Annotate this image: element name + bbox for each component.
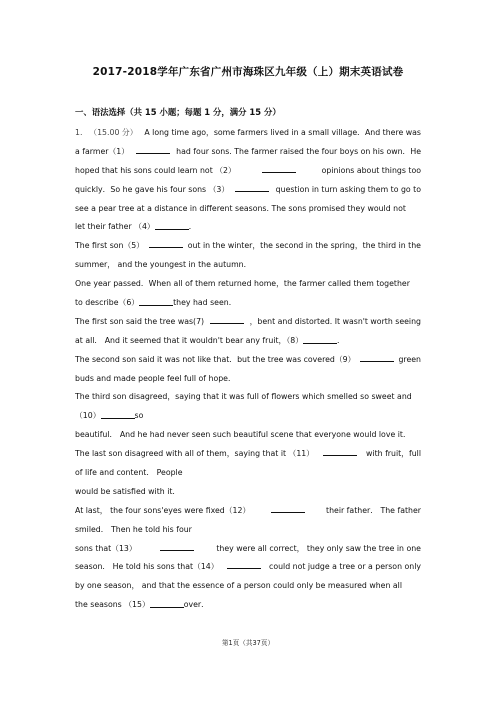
line-text: green: [398, 354, 421, 364]
answer-blank: [101, 408, 135, 419]
answer-blank: [136, 143, 170, 154]
passage-line: [75, 596, 421, 615]
passage-line: [75, 464, 421, 483]
passage-line: [75, 256, 421, 275]
line-text: had four sons. The farmer raised the four boys on his own．He: [176, 146, 421, 156]
line-text: they were all correct， they only saw the tree in one: [216, 543, 421, 553]
passage-line: [75, 370, 421, 389]
answer-blank: [271, 502, 305, 513]
line-text: could not judge a tree or a person only: [269, 562, 421, 572]
line-text: by one season， and that the essence of a person could only be measured when all: [75, 581, 402, 591]
line-text: season． He told his sons that（14）: [75, 562, 219, 572]
line-text: out in the winter，the second in the spring，the third in the: [187, 241, 421, 251]
line-text: of life and content． People: [75, 468, 183, 478]
passage-line: [75, 558, 421, 577]
answer-blank: [155, 219, 189, 230]
line-text: question in turn asking them to go to: [275, 184, 421, 194]
line-text: The second son said it was not like that．but the tree was covered（9）: [75, 354, 356, 364]
passage-line: [75, 124, 421, 143]
line-text: with fruit，full: [366, 449, 421, 459]
line-text: smiled． Then he told his four: [75, 524, 192, 534]
passage-line: [75, 313, 421, 332]
passage-line: [75, 275, 421, 294]
line-text: so: [134, 411, 144, 421]
line-text: let their father （4）: [75, 222, 155, 232]
line-text: （15.00 分）: [89, 128, 138, 137]
line-text: beautiful． And he had never seen such beautiful scene that everyone would love it．: [75, 430, 411, 440]
passage-line: [75, 445, 421, 464]
passage-line: [75, 483, 421, 502]
line-text: they had seen．: [173, 298, 237, 308]
line-text: （10）: [75, 411, 101, 421]
line-text: opinions about things too: [321, 165, 421, 175]
answer-blank: [235, 181, 269, 192]
passage-line: [75, 521, 421, 540]
line-text: The first son（5）: [75, 241, 145, 251]
line-text: hoped that his sons could learn not （2）: [75, 165, 236, 175]
line-text: summer， and the youngest in the autumn．: [75, 260, 252, 270]
passage-line: [75, 351, 421, 370]
answer-blank: [303, 333, 337, 344]
passage-line: [75, 426, 421, 445]
line-text: 1.: [75, 128, 83, 137]
line-text: The first son said the tree was(7): [75, 316, 205, 326]
answer-blank: [149, 237, 183, 248]
passage-line: [75, 218, 421, 237]
section-heading: 一、语法选择（共 15 小题；每题 1 分，满分 15 分）: [75, 107, 281, 117]
answer-blank: [262, 162, 296, 173]
passage-line: [75, 388, 421, 407]
answer-blank: [360, 351, 394, 362]
answer-blank: [227, 558, 261, 569]
passage-line: [75, 162, 421, 181]
line-text: would be satisfied with it．: [75, 486, 181, 496]
line-text: the seasons （15）: [75, 600, 150, 610]
line-text: sons that（13）: [75, 543, 137, 553]
line-text: their father． The father: [326, 505, 421, 515]
line-text: ．: [188, 222, 197, 232]
line-text: A long time ago，some farmers lived in a small village．And there was: [144, 128, 421, 137]
line-text: at all． And it seemed that it wouldn't bear any fruit，（8）: [75, 335, 304, 345]
passage-line: [75, 143, 421, 162]
line-text: buds and made people feel full of hope．: [75, 373, 236, 383]
line-text: see a pear tree at a distance in different seasons. The sons promised they would not: [75, 203, 406, 213]
passage-line: [75, 332, 421, 351]
line-text: to describe（6）: [75, 298, 140, 308]
answer-blank: [150, 597, 184, 608]
line-text: quickly．So he gave his four sons （3）: [75, 184, 230, 194]
answer-blank: [139, 295, 173, 306]
exam-title: 2017-2018学年广东省广州市海珠区九年级（上）期末英语试卷: [92, 66, 404, 78]
passage-line: [75, 237, 421, 256]
line-text: One year passed．When all of them returned home，the farmer called them together: [75, 279, 410, 289]
passage-line: [75, 577, 421, 596]
passage-line: [75, 181, 421, 200]
answer-blank: [210, 313, 244, 324]
passage-line: [75, 540, 421, 559]
passage-line: [75, 407, 421, 426]
line-text: At last， the four sons'eyes were fixed（12）: [75, 505, 251, 515]
passage-line: [75, 294, 421, 313]
line-text: a farmer（1）: [75, 146, 129, 156]
line-text: ，bent and distorted. It wasn't worth seeing: [249, 316, 421, 326]
page-footer: 第1页（共37页）: [221, 639, 275, 647]
passage-line: [75, 200, 421, 219]
line-text: The last son disagreed with all of them，saying that it （11）: [75, 449, 315, 459]
answer-blank: [160, 540, 194, 551]
answer-blank: [323, 445, 357, 456]
passage-line: [75, 502, 421, 521]
line-text: over．: [183, 600, 209, 610]
line-text: ．: [337, 335, 345, 345]
line-text: The third son disagreed，saying that it was full of flowers which smelled so sweet and: [75, 392, 412, 402]
passage-body: [75, 124, 421, 615]
